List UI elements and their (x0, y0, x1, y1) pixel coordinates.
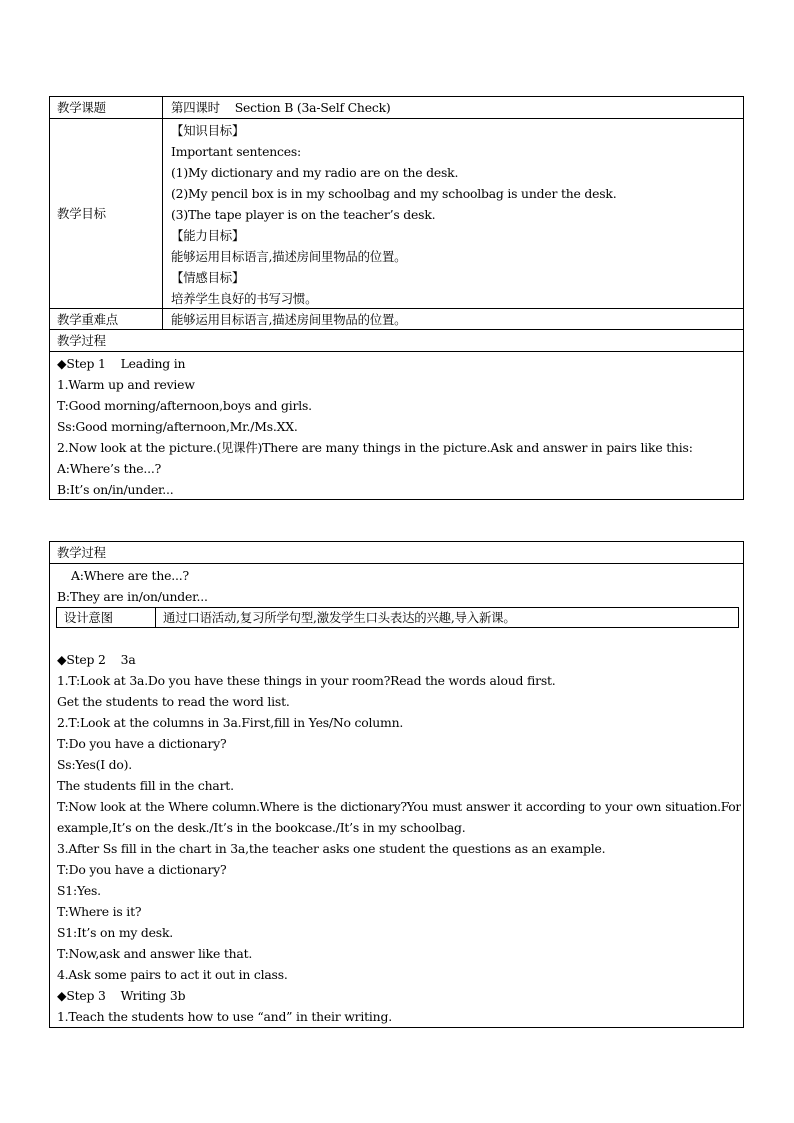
lesson-plan-table-2 (49, 541, 744, 1028)
process-label: 教学过程 (57, 333, 106, 348)
process-content (50, 352, 699, 500)
process-line: 1.Warm up and review (57, 377, 195, 392)
objectives-row (50, 119, 743, 309)
topic-row (50, 97, 743, 119)
process-line: T:Now,ask and answer like that. (57, 946, 253, 961)
process-line: T:Do you have a dictionary? (57, 862, 227, 877)
objective-line: 能够运用目标语言,描述房间里物品的位置。 (171, 249, 407, 264)
process-line: T:Where is it? (57, 904, 142, 919)
objective-line: (1)My dictionary and my radio are on the desk. (171, 165, 459, 180)
process-line: A:Where’s the...? (57, 461, 162, 476)
design-intent-table (56, 607, 739, 628)
objective-line: 培养学生良好的书写习惯。 (171, 291, 318, 306)
process-line: S1:Yes. (57, 883, 101, 898)
process-line: 3.After Ss fill in the chart in 3a,the teacher asks one student the questions as an example. (57, 841, 606, 856)
process-line: B:It’s on/in/under... (57, 482, 174, 497)
objective-line: Important sentences: (171, 144, 301, 159)
objectives-label: 教学目标 (50, 119, 163, 308)
key-points-label: 教学重难点 (50, 309, 163, 329)
process-content (50, 564, 743, 1027)
process-line: T:Good morning/afternoon,boys and girls. (57, 398, 312, 413)
topic-value: 第四课时 Section B (3a-Self Check) (171, 100, 391, 115)
process-line: 4.Ask some pairs to act it out in class. (57, 967, 288, 982)
objectives-content (163, 119, 743, 308)
process-content-row (50, 564, 743, 1027)
process-line: Ss:Good morning/afternoon,Mr./Ms.XX. (57, 419, 298, 434)
process-line: Ss:Yes(I do). (57, 757, 133, 772)
topic-label: 教学课题 (50, 97, 163, 118)
key-points-value: 能够运用目标语言,描述房间里物品的位置。 (171, 312, 407, 327)
process-line: ◆Step 3 Writing 3b (57, 988, 186, 1003)
process-label: 教学过程 (57, 545, 106, 560)
process-line: A:Where are the...? (71, 568, 189, 583)
process-header-row (50, 330, 743, 352)
objective-line: 【情感目标】 (171, 270, 245, 285)
objective-line: 【能力目标】 (171, 228, 245, 243)
design-intent-label: 设计意图 (57, 608, 156, 627)
process-header-row (50, 542, 743, 564)
spacer (57, 628, 741, 649)
process-content-row (50, 352, 743, 500)
process-line: 2.Now look at the picture.(见课件)There are many things in the picture.Ask and answer in pairs like this: (57, 440, 693, 455)
process-line: The students fill in the chart. (57, 778, 234, 793)
key-points-row (50, 309, 743, 330)
process-line: example,It’s on the desk./It’s in the bookcase./It’s in my schoolbag. (57, 820, 466, 835)
process-line-justified: T:Now look at the Where column.Where is the dictionary?You must answer it according to your own situation.For (57, 799, 741, 814)
design-intent-text: 通过口语活动,复习所学句型,激发学生口头表达的兴趣,导入新课。 (163, 610, 516, 625)
process-line: 1.T:Look at 3a.Do you have these things in your room?Read the words aloud first. (57, 673, 556, 688)
process-line: ◆Step 2 3a (57, 652, 136, 667)
objective-line: (2)My pencil box is in my schoolbag and my schoolbag is under the desk. (171, 186, 617, 201)
process-line: ◆Step 1 Leading in (57, 356, 186, 371)
objective-line: (3)The tape player is on the teacher’s desk. (171, 207, 436, 222)
process-line: B:They are in/on/under... (57, 589, 208, 604)
process-line: 2.T:Look at the columns in 3a.First,fill in Yes/No column. (57, 715, 404, 730)
objective-line: 【知识目标】 (171, 123, 245, 138)
process-line: Get the students to read the word list. (57, 694, 290, 709)
process-line: 1.Teach the students how to use “and” in their writing. (57, 1009, 392, 1024)
process-line: T:Do you have a dictionary? (57, 736, 227, 751)
process-line: S1:It’s on my desk. (57, 925, 173, 940)
lesson-plan-table-1 (49, 96, 744, 500)
